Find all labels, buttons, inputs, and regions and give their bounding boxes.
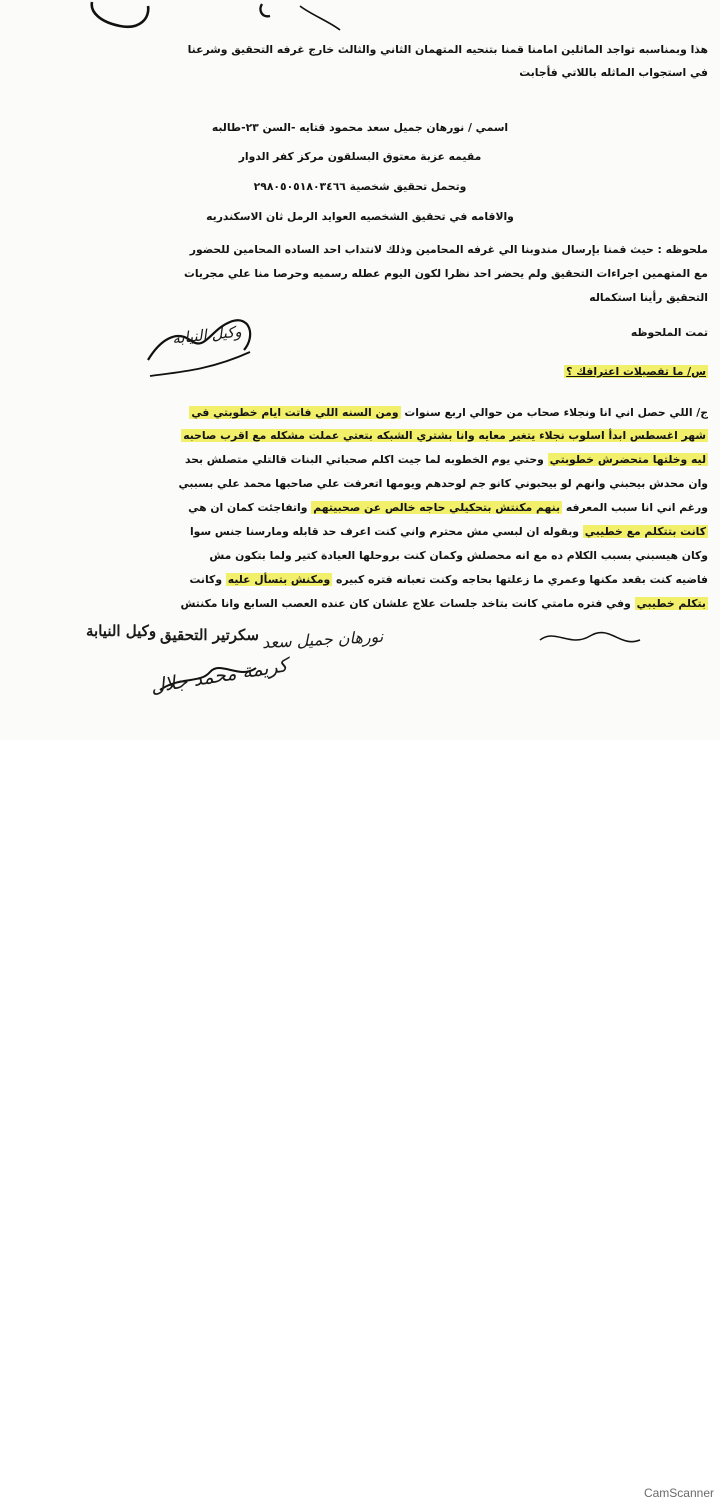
header-line-2: في استجواب الماثله باللاتي فأجابت [519,66,708,79]
answer-2-highlight: شهر اغسطس ابدأ اسلوب نجلاء يتغير معايه وانا بشتري الشبكه بتعتي عملت مشكله مع اقرب صاحبه [183,429,706,442]
identity-residence: مقيمه عزبة معتوق البسلقون مركز كفر الدوار [238,150,482,163]
answer-5-highlight: بنهم مكنتش بتحكيلي حاجه خالص عن صحبيتهم [313,501,561,514]
note-line-2: مع المتهمين اجراءات التحقيق ولم يحضر احد نظرا لكون اليوم عطله رسميه وحرصا منا علي مجريات [183,267,708,280]
header-line-1: هذا وبمناسبه تواجد الماثلين امامنا قمنا بتنحيه المتهمان الثاني والثالث خارج غرفه التحقيق وشرعنا [187,43,708,56]
answer-9-highlight: بتكلم خطيبي [636,597,706,610]
answer-8-highlight: ومكنش بتسأل عليه [227,573,331,586]
answer-line-7: وكان هيسبني بسبب الكلام ده مع انه محصلش وكمان كنت بروحلها العيادة كتير ولما بتكون مش [209,549,708,562]
identity-id: وتحمل تحقيق شخصية ٢٩٨٠٥٠٥١٨٠٣٤٦٦ [253,180,467,193]
investigation-secretary-label: سكرتير التحقيق [160,626,259,644]
answer-line-1 [0,403,708,423]
answer-line-5 [0,498,708,518]
second-handwritten-signature: كريمة محمد جلال [149,654,290,698]
answer-3-highlight: ليه وخلتها متحضرش خطوبتي [549,453,706,466]
question-line [0,362,708,382]
answer-3-plain: وحتي يوم الخطوبه لما جيت اكلم صحباتي البنات قالتلي متصلش بحد [184,453,548,466]
defendant-signature: نورهان جميل سعد [261,626,384,653]
note-closing: تمت الملحوظه [630,326,708,339]
scanned-document-page [0,0,720,740]
prosecutor-sign-label: وكيل النيابة [171,322,243,348]
answer-line-6 [0,522,708,542]
answer-line-4: وان محدش بيحبني وانهم لو بيحبوني كانو جم لوحدهم ويومها اتعرفت علي صاحبها محمد علي بسببي [178,477,708,490]
answer-line-2 [0,426,708,446]
answer-1-highlight: ومن السنه اللي فاتت ايام خطوبتي في [191,406,399,419]
camscanner-watermark: CamScanner [643,1486,714,1500]
answer-5-plain-a: ورغم اني انا سبب المعرفه [562,501,708,514]
answer-5-plain-b: واتفاجئت كمان ان هي [188,501,312,514]
answer-6-highlight: كانت بتتكلم مع خطيبي [584,525,706,538]
note-line-1: ملحوظه : حيث قمنا بإرسال مندوبنا الي غرفه المحامين وذلك لانتداب احد الساده المحامين للحضور [189,243,708,256]
answer-line-3 [0,450,708,470]
note-line-3: التحقيق رأينا استكماله [589,291,708,304]
answer-line-8 [0,570,708,590]
question-text: س/ ما تفصيلات اعترافك ؟ [566,365,706,378]
identity-name: اسمي / نورهان جميل سعد محمود قتايه -السن ٢٣-طالبه [211,121,509,134]
answer-1-plain: ج/ اللي حصل اني انا ونجلاء صحاب من حوالي اربع سنوات [400,406,708,419]
answer-9-plain: وفي فتره مامتي كانت بتاخد جلسات علاج علشان كان عنده العصب السابع وانا مكنتش [180,597,635,610]
scanner-footer [0,740,720,1500]
identity-address: والاقامه في تحقيق الشخصيه العوايد الرمل ثان الاسكندريه [206,210,514,223]
answer-8-plain-a: فاضيه كنت بقعد مكنها وعمري ما زعلتها بحاجه وكنت تعبانه فتره كبيره [332,573,708,586]
answer-line-9 [0,594,708,614]
prosecution-agent-label: وكيل النيابة [86,622,157,640]
answer-8-plain-b: وكانت [189,573,226,586]
answer-6-plain: وبقوله ان لبسي مش محترم واني كنت اعرف حد قابله ومارسنا جنس سوا [189,525,583,538]
